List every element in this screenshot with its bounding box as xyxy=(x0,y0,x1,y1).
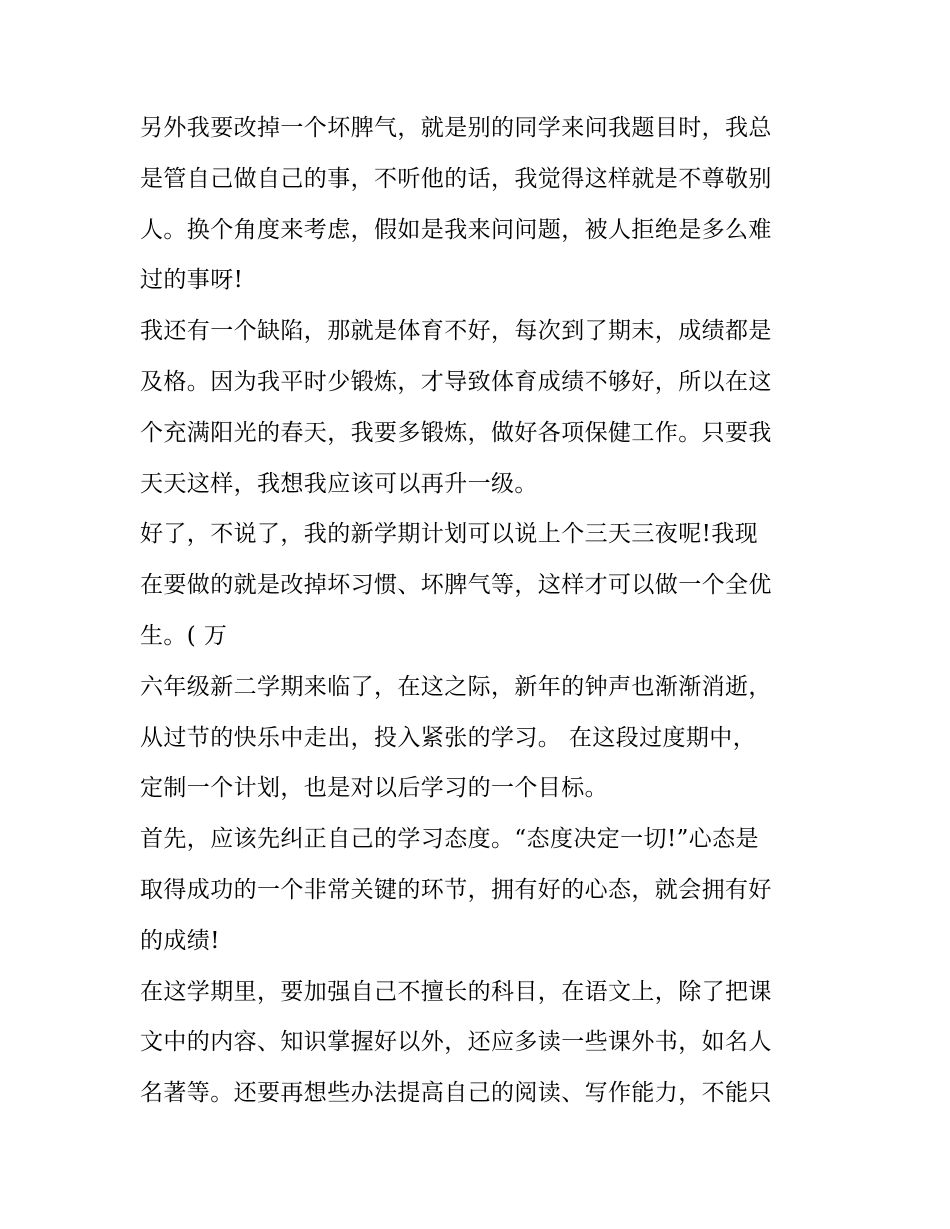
text-line-8: 天天这样，我想我应该可以再升一级。 xyxy=(140,470,538,497)
text-line-13: 从过节的快乐中走出，投入紧张的学习。 在这段过度期中， xyxy=(140,724,757,751)
text-line-7: 个充满阳光的春天，我要多锻炼，做好各项保健工作。只要我 xyxy=(140,419,772,446)
text-line-20: 名著等。还要再想些办法提高自己的阅读、写作能力，不能只 xyxy=(140,1080,772,1107)
text-line-5: 我还有一个缺陷，那就是体育不好，每次到了期末，成绩都是 xyxy=(140,318,772,345)
text-line-12: 六年级新二学期来临了，在这之际，新年的钟声也渐渐消逝， xyxy=(140,673,772,700)
text-line-1: 另外我要改掉一个坏脾气，就是别的同学来问我题目时，我总 xyxy=(140,115,772,141)
text-line-10: 在要做的就是改掉坏习惯、坏脾气等，这样才可以做一个全优 xyxy=(140,572,772,599)
text-line-11: 生。( 万 xyxy=(140,622,228,649)
text-line-3: 人。换个角度来考虑，假如是我来问问题，被人拒绝是多么难 xyxy=(140,216,772,243)
text-line-9: 好了，不说了，我的新学期计划可以说上个三天三夜呢!我现 xyxy=(140,521,759,548)
text-line-14: 定制一个计划，也是对以后学习的一个目标。 xyxy=(140,775,608,802)
text-line-4: 过的事呀! xyxy=(140,267,244,294)
text-line-2: 是管自己做自己的事，不听他的话，我觉得这样就是不尊敬别 xyxy=(140,165,772,192)
text-line-18: 在这学期里，要加强自己不擅长的科目，在语文上，除了把课 xyxy=(140,978,772,1005)
document-body xyxy=(140,103,820,1119)
text-line-17: 的成绩! xyxy=(140,927,220,954)
text-line-16: 取得成功的一个非常关键的环节，拥有好的心态，就会拥有好 xyxy=(140,876,772,903)
text-line-15: 首先，应该先纠正自己的学习态度。“态度决定一切!”心态是 xyxy=(140,826,759,853)
text-line-19: 文中的内容、知识掌握好以外，还应多读一些课外书，如名人 xyxy=(140,1029,772,1056)
text-line-6: 及格。因为我平时少锻炼，才导致体育成绩不够好，所以在这 xyxy=(140,368,772,395)
